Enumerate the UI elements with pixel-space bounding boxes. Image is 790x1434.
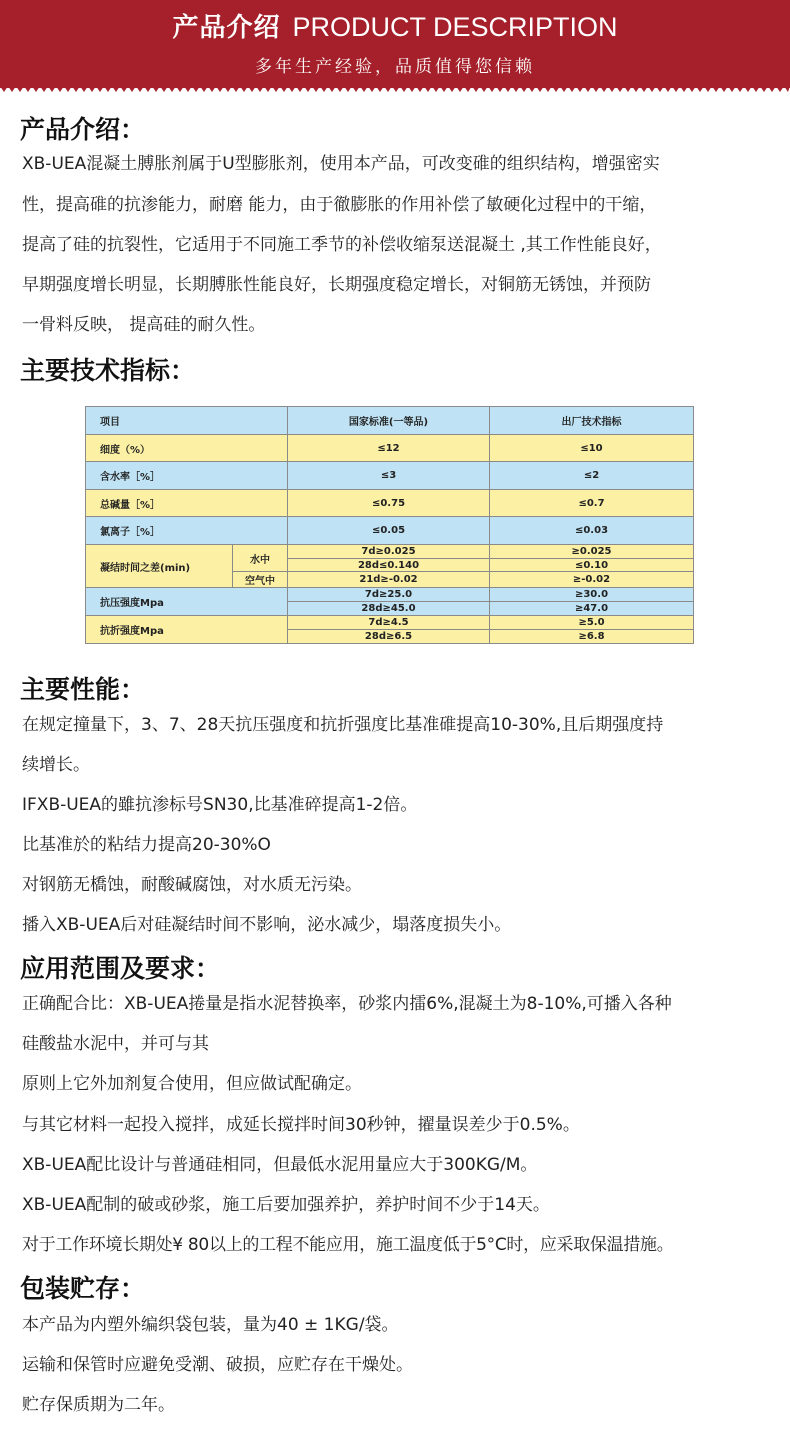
application-line: XB-UEA配制的破或砂浆，施工后要加强养护，养护时间不少于14天。 (22, 1195, 550, 1215)
banner-title-en: PRODUCT DESCRIPTION (292, 12, 618, 42)
table-header-cell: 项目 (86, 407, 288, 435)
application-line: 与其它材料一起投入搅拌，成延长搅拌时间30秒钟，擢量误差少于0.5%。 (22, 1115, 580, 1135)
table-cell-factory: ≤2 (490, 462, 694, 490)
table-header-row (86, 407, 694, 435)
table-cell-item: 总碱量［%］ (86, 490, 288, 517)
intro-heading: 产品介绍： (20, 115, 146, 144)
table-header-cell: 国家标准(一等品) (288, 407, 490, 435)
table-cell-national: ≤0.05 (288, 517, 490, 545)
banner-zigzag-edge (0, 86, 790, 94)
table-cell-factory: ≥6.8 (490, 630, 694, 644)
intro-line: XB-UEA混凝土膊胀剂属于U型膨胀剂，使用本产品，可改变碓的组织结构，增强密实 (22, 154, 660, 174)
table-cell-national: 21d≥-0.02 (288, 572, 490, 588)
application-line: 硅酸盐水泥中，并可与其 (22, 1034, 209, 1054)
packaging-line: 本产品为内塑外编织袋包装，量为40 ± 1KG/袋。 (22, 1315, 399, 1335)
application-line: 正确配合比：XB-UEA捲量是指水泥替换率，砂浆内擂6%,混凝土为8-10%,可播入各种 (22, 994, 672, 1014)
table-cell-item: 氯离子［%］ (86, 517, 288, 545)
table-cell-national: 28d≤0.140 (288, 559, 490, 572)
intro-line: 早期强度增长明显，长期膊胀性能良好，长期强度稳定增长，对铜筋无锈蚀，并预防 (22, 275, 651, 295)
application-line: 原则上它外加剂复合使用，但应做试配确定。 (22, 1074, 362, 1094)
table-cell-factory: ≥47.0 (490, 602, 694, 616)
table-cell-factory: ≤10 (490, 435, 694, 462)
table-cell-item: 抗折强度Mpa (86, 616, 288, 644)
application-heading: 应用范围及要求： (20, 954, 221, 983)
intro-line: 提高了硅的抗裂性，它适用于不同施工季节的补偿收缩泵送混凝土 ,其工作性能良好， (22, 235, 662, 255)
table-cell-item: 凝结时间之差(min) (86, 545, 233, 588)
table-cell-national: 28d≥45.0 (288, 602, 490, 616)
specs-heading: 主要技术指标： (20, 356, 196, 385)
table-cell-factory: ≥-0.02 (490, 572, 694, 588)
table-cell-national: 28d≥6.5 (288, 630, 490, 644)
specs-table (85, 406, 694, 644)
packaging-heading: 包装贮存： (20, 1274, 146, 1303)
performance-line: 在规定撞量下，3、7、28天抗压强度和抗折强度比基准碓提高10-30%,且后期强度持 (22, 715, 664, 735)
performance-line: IFXB-UEA的雖抗渗标号SN30,比基准碎提高1-2倍。 (22, 795, 418, 815)
table-cell-factory: ≤0.7 (490, 490, 694, 517)
table-cell-national: 7d≥25.0 (288, 588, 490, 602)
table-cell-subitem: 空气中 (233, 572, 288, 588)
table-row (86, 616, 694, 630)
intro-line: 性，提高碓的抗渗能力，耐磨 能力，由于徹膨胀的作用补偿了敏硬化过程中的干缩， (22, 195, 657, 215)
performance-line: 续增长。 (22, 755, 90, 775)
table-row (86, 435, 694, 462)
table-cell-national: 7d≥0.025 (288, 545, 490, 559)
application-line: XB-UEA配比设计与普通硅相同，但最低水泥用量应大于300KG/M。 (22, 1155, 538, 1175)
banner-title-cn: 产品介绍 (172, 13, 281, 43)
table-cell-factory: ≤0.10 (490, 559, 694, 572)
table-row (86, 462, 694, 490)
intro-line: 一骨料反映， 提高硅的耐久性。 (22, 315, 266, 335)
table-cell-item: 细度（%） (86, 435, 288, 462)
table-cell-national: 7d≥4.5 (288, 616, 490, 630)
table-header-cell: 出厂技术指标 (490, 407, 694, 435)
application-line: 对于工作环境长期处¥ 80以上的工程不能应用，施工温度低于5°C时，应采取保温措施。 (22, 1235, 674, 1255)
table-cell-factory: ≤0.03 (490, 517, 694, 545)
table-cell-national: ≤0.75 (288, 490, 490, 517)
performance-line: 比基准於的粘结力提高20-30%O (22, 835, 271, 855)
table-row (86, 517, 694, 545)
table-cell-item: 含水率［%］ (86, 462, 288, 490)
table-row (86, 588, 694, 602)
packaging-line: 贮存保质期为二年。 (22, 1395, 175, 1415)
table-cell-subitem: 水中 (233, 545, 288, 572)
table-cell-factory: ≥30.0 (490, 588, 694, 602)
performance-heading: 主要性能： (20, 675, 146, 704)
table-cell-item: 抗压强度Mpa (86, 588, 288, 616)
banner-subtitle: 多年生产经验，品质值得您信赖 (255, 57, 535, 77)
table-row (86, 545, 694, 559)
header-banner (0, 0, 790, 88)
table-cell-factory: ≥5.0 (490, 616, 694, 630)
banner-title (0, 10, 790, 45)
performance-line: 对钢筋无橋蚀，耐酸碱腐蚀，对水质无污染。 (22, 875, 362, 895)
table-row (86, 490, 694, 517)
table-cell-national: ≤12 (288, 435, 490, 462)
packaging-line: 运输和保管时应避免受潮、破损，应贮存在干燥处。 (22, 1355, 413, 1375)
performance-line: 播入XB-UEA后对硅凝结时间不影响，泌水减少，塌落度损失小。 (22, 915, 512, 935)
table-cell-national: ≤3 (288, 462, 490, 490)
table-cell-factory: ≥0.025 (490, 545, 694, 559)
